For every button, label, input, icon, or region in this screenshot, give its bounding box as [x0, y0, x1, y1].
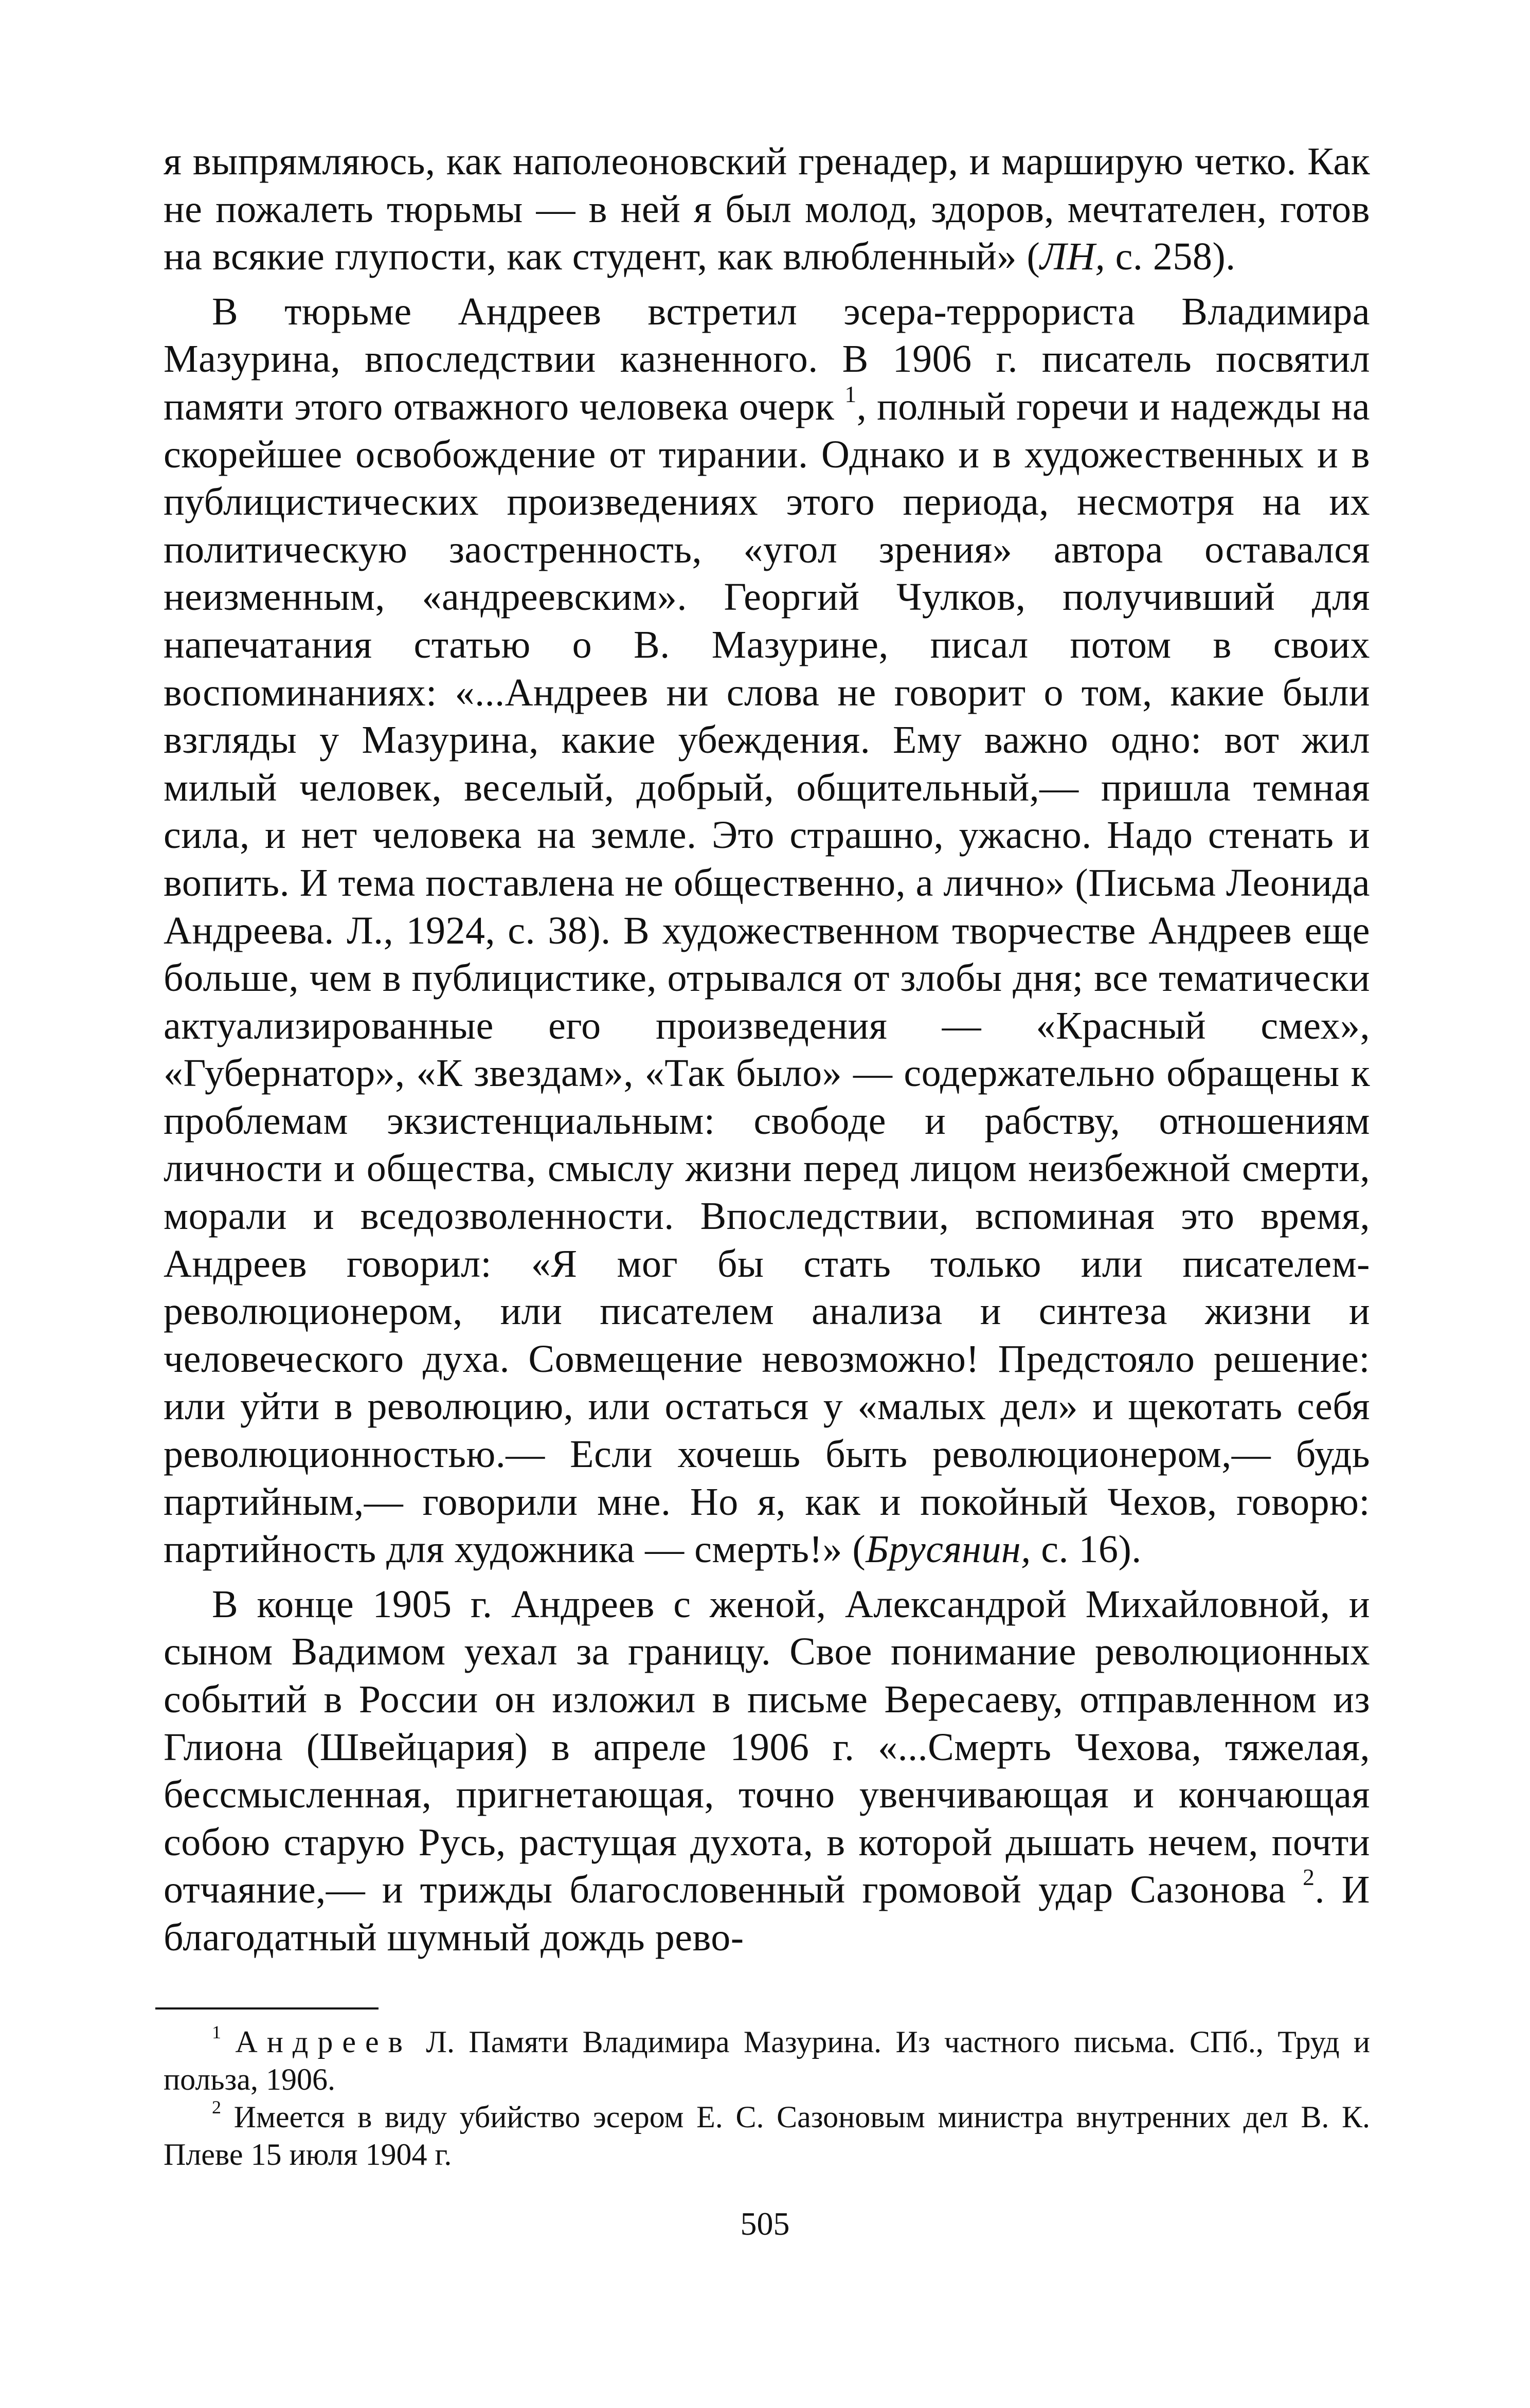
footnote-marker: 1 — [844, 381, 857, 407]
paragraph — [164, 1581, 1370, 1962]
main-text — [164, 138, 1370, 1969]
text-run: В конце 1905 г. Андреев с женой, Александрой Михайловной, и сыном Вадимом уехал за границу. Свое понимание революционных событий в России он изложил в письме Вересаеву, отправленном из Глиона (Швейцария) в апреле 1906 г. «...Смерть Чехова, тяжелая, бессмысленная, пригнетающая, точно увенчивающая и кончающая собою старую Русь, растущая духота, в которой дышать нечем, почти отчаяние,— и трижды благословенный громовой удар Сазонова — [164, 1582, 1370, 1912]
paragraph — [164, 288, 1370, 1573]
footnote-marker: 2 — [1303, 1864, 1315, 1891]
footnotes — [164, 2023, 1370, 2174]
text-run: В тюрьме Андреев встретил эсера-террориста Владимира Мазурина, впоследствии казненного. В 1906 г. писатель посвятил памяти этого отважного человека очерк — [164, 289, 1370, 428]
text-run: с. 258). — [1105, 235, 1236, 279]
footnote-separator — [155, 2007, 379, 2009]
text-run: . И благодатный шумный дождь рево- — [164, 1868, 1370, 1959]
text-run — [221, 2025, 235, 2059]
text-run: я выпрямляюсь, как наполеоновский гренадер, и марширую четко. Как не пожалеть тюрьмы — в ней я был молод, здоров, мечтателен, готов на всякие глупости, как студент, как влюбленный» ( — [164, 140, 1370, 279]
footnote — [164, 2023, 1370, 2098]
spaced-author-name: Андреев — [235, 2025, 412, 2059]
footnote-marker: 2 — [212, 2097, 221, 2117]
paragraph — [164, 138, 1370, 281]
text-run: , полный горечи и надежды на скорейшее освобождение от тирании. Однако и в художественных и в публицистических произведениях этого периода, несмотря на их политическую заостренность, «угол зрения» автора оставался неизменным, «андреевским». Георгий Чулков, получивший для напечатания статью о В. Мазурине, писал потом в своих воспоминаниях: «...Андреев ни слова не говорит о том, какие были взгляды у Мазурина, какие убеждения. Ему важно одно: вот жил милый человек, веселый, добрый, общительный,— пришла темная сила, и нет человека на земле. Это страшно, ужасно. Надо стенать и вопить. И тема поставлена не общественно, а лично» (Письма Леонида Андреева. Л., 1924, с. 38). В художественном творчестве Андреев еще больше, чем в публицистике, отрывался от злобы дня; все тематически актуализированные его произведения — «Красный смех», «Губернатор», «К звездам», «Так было» — содержательно обращены к проблемам экзистенциальным: свободе и рабству, отношениям личности и общества, смыслу жизни перед лицом неизбежной смерти, морали и вседозволенности. Впоследствии, вспоминая это время, Андреев говорил: «Я мог бы стать только или писателем-революционером, или писателем анализа и синтеза жизни и человеческого духа. Совмещение невозможно! Предстояло решение: или уйти в революцию, или остаться у «малых дел» и щекотать себя революционностью.— Если хочешь быть революционером,— будь партийным,— говорили мне. Но я, как и покойный Чехов, говорю: партийность для художника — смерть!» ( — [164, 385, 1370, 1571]
italic-citation: Брусянин, — [866, 1528, 1031, 1571]
text-run: Имеется в виду убийство эсером Е. С. Сазоновым министра внутренних дел В. К. Плеве 15 июля 1904 г. — [164, 2100, 1370, 2171]
page-number: 505 — [740, 2205, 790, 2242]
footnote — [164, 2098, 1370, 2174]
italic-citation: ЛН, — [1040, 235, 1106, 279]
footnote-marker: 1 — [212, 2022, 221, 2042]
text-run: Л. Памяти Владимира Мазурина. Из частного письма. СПб., Труд и польза, 1906. — [164, 2025, 1371, 2096]
text-run: с. 16). — [1031, 1528, 1142, 1571]
